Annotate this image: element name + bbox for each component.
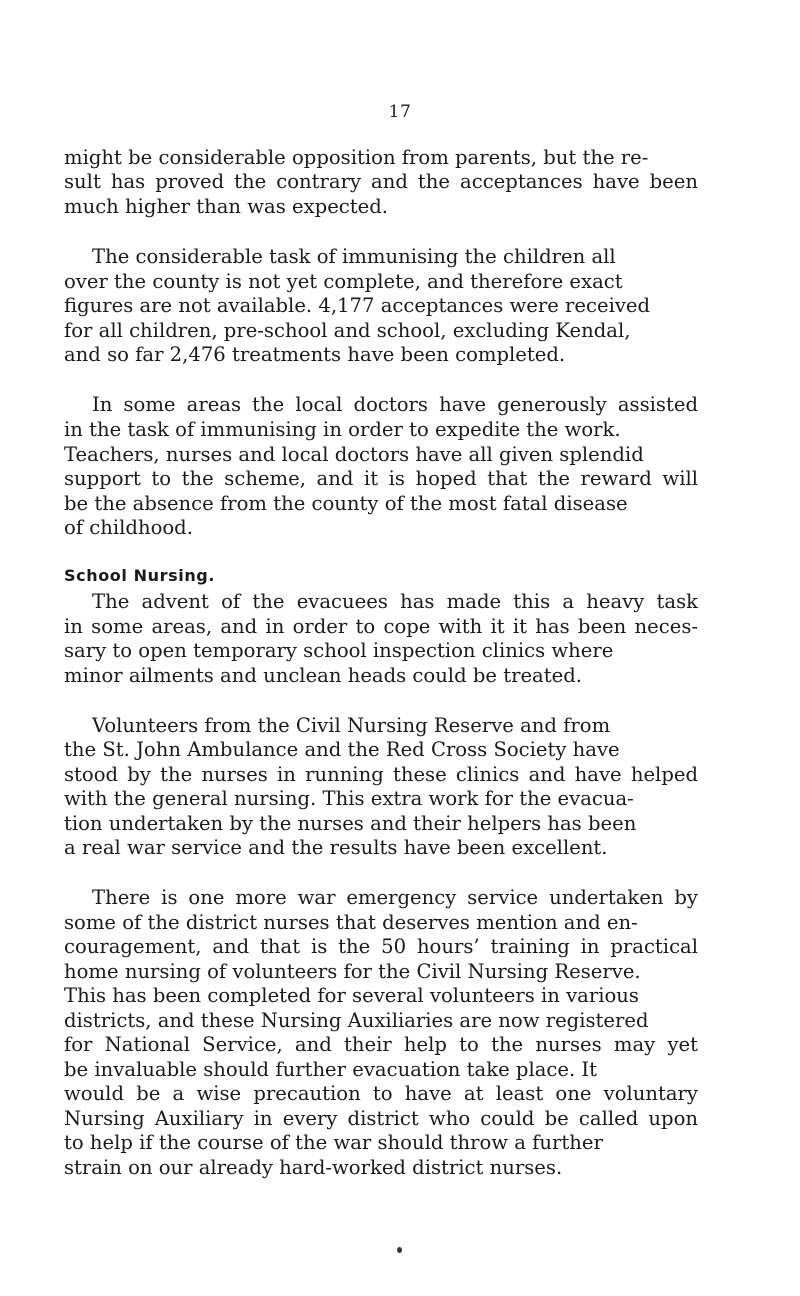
text-line: for all children, pre-school and school, excluding Kendal, bbox=[64, 319, 631, 342]
text-line: with the general nursing. This extra work for the evacua- bbox=[64, 787, 634, 810]
text-line: might be considerable opposition from parents, but the re- bbox=[64, 146, 649, 169]
text-line: the St. John Ambulance and the Red Cross Society have bbox=[64, 738, 620, 761]
text-line: This has been completed for several volunteers in various bbox=[64, 984, 639, 1007]
text-line: to help if the course of the war should throw a further bbox=[64, 1131, 603, 1154]
page-number: 17 bbox=[388, 102, 412, 122]
text-line: tion undertaken by the nurses and their helpers has been bbox=[64, 812, 637, 835]
text-line: strain on our already hard-worked district nurses. bbox=[64, 1156, 563, 1179]
text-line: There is one more war emergency service undertaken by bbox=[92, 886, 698, 909]
text-line: be the absence from the county of the most fatal disease bbox=[64, 492, 628, 515]
text-line: and so far 2,476 treatments have been completed. bbox=[64, 343, 566, 366]
section-heading: School Nursing. bbox=[64, 566, 216, 585]
text-line: home nursing of volunteers for the Civil Nursing Reserve. bbox=[64, 960, 641, 983]
text-line: in the task of immunising in order to expedite the work. bbox=[64, 418, 621, 441]
text-line: would be a wise precaution to have at least one voluntary bbox=[64, 1082, 698, 1105]
text-line: The considerable task of immunising the children all bbox=[92, 245, 616, 268]
text-line: couragement, and that is the 50 hours’ training in practical bbox=[64, 935, 698, 958]
print-speck bbox=[397, 1247, 402, 1253]
text-line: some of the district nurses that deserves mention and en- bbox=[64, 911, 638, 934]
text-line: Teachers, nurses and local doctors have all given splendid bbox=[64, 443, 644, 466]
text-line: sult has proved the contrary and the acceptances have been bbox=[64, 170, 698, 193]
text-line: In some areas the local doctors have generously assisted bbox=[92, 393, 698, 416]
text-line: sary to open temporary school inspection clinics where bbox=[64, 639, 614, 662]
text-line: stood by the nurses in running these clinics and have helped bbox=[64, 763, 698, 786]
text-line: Volunteers from the Civil Nursing Reserve and from bbox=[92, 714, 611, 737]
text-line: districts, and these Nursing Auxiliaries are now registered bbox=[64, 1009, 649, 1032]
text-line: much higher than was expected. bbox=[64, 195, 389, 218]
text-line: in some areas, and in order to cope with it it has been neces- bbox=[64, 615, 698, 638]
text-line: be invaluable should further evacuation take place. It bbox=[64, 1058, 598, 1081]
text-line: a real war service and the results have been excellent. bbox=[64, 836, 608, 859]
text-line: minor ailments and unclean heads could be treated. bbox=[64, 664, 582, 687]
text-line: support to the scheme, and it is hoped that the reward will bbox=[64, 467, 698, 490]
text-line: over the county is not yet complete, and therefore exact bbox=[64, 270, 623, 293]
text-line: Nursing Auxiliary in every district who could be called upon bbox=[64, 1107, 698, 1130]
text-line: The advent of the evacuees has made this a heavy task bbox=[92, 590, 698, 613]
text-line: for National Service, and their help to the nurses may yet bbox=[64, 1033, 698, 1056]
text-line: figures are not available. 4,177 acceptances were received bbox=[64, 294, 651, 317]
text-line: of childhood. bbox=[64, 516, 193, 539]
